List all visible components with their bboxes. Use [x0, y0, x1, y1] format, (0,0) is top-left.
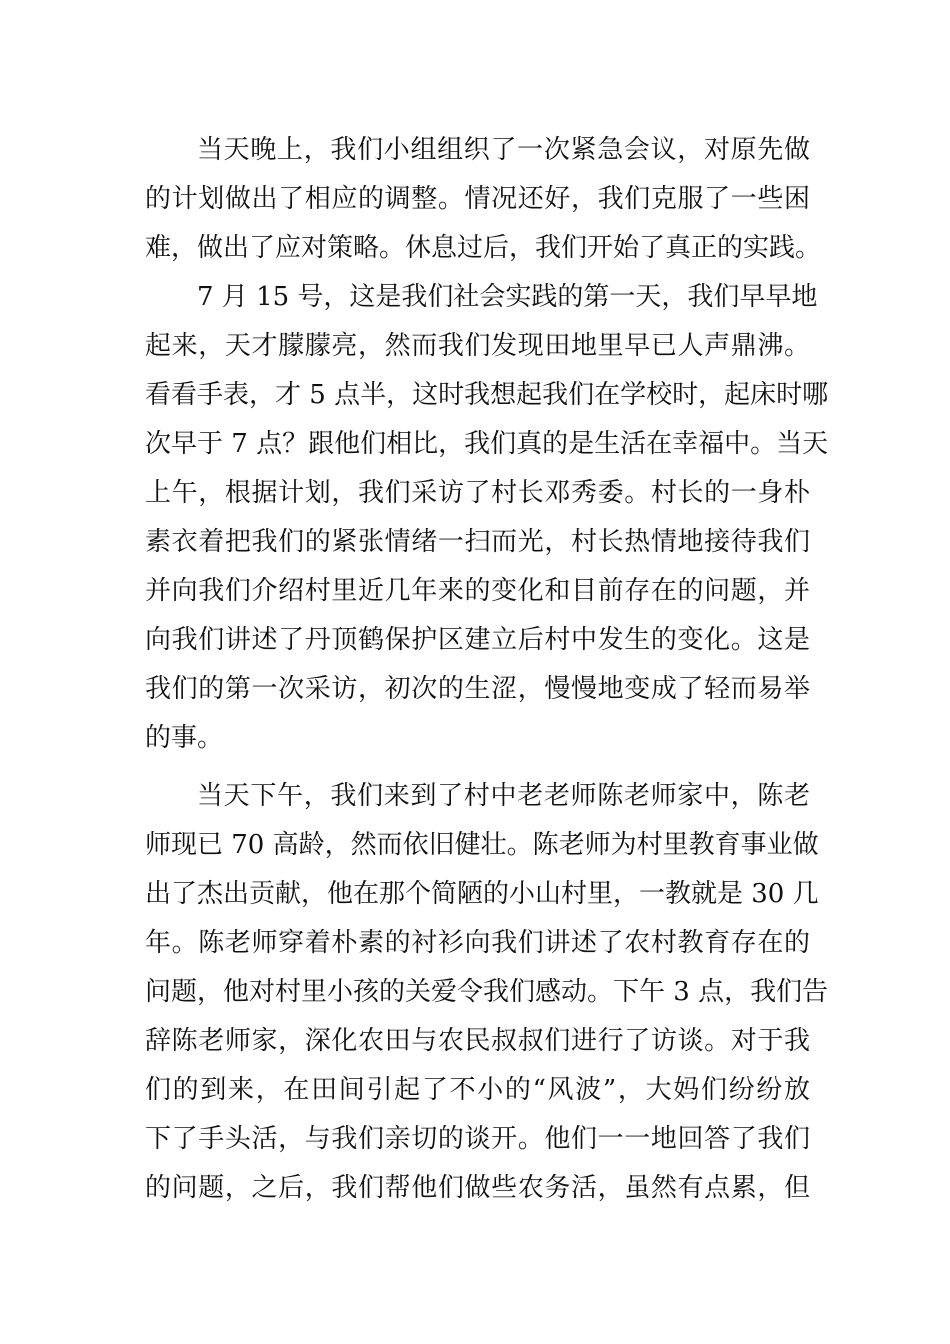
paragraph-3-line-8: 下了手头活，与我们亲切的谈开。他们一一地回答了我们 — [145, 1124, 810, 1154]
paragraph-1-line-2: 的计划做出了相应的调整。情况还好，我们克服了一些困 — [145, 184, 810, 214]
paragraph-3-line-7: 们的到来，在田间引起了不小的“风波”，大妈们纷纷放 — [145, 1075, 810, 1105]
paragraph-2-line-6: 素衣着把我们的紧张情绪一扫而光，村长热情地接待我们 — [145, 527, 810, 557]
paragraph-2-line-7: 并向我们介绍村里近几年来的变化和目前存在的问题，并 — [145, 576, 810, 606]
paragraph-3-line-1: 当天下午，我们来到了村中老老师陈老师家中，陈老 — [197, 781, 810, 811]
paragraph-2-line-9: 我们的第一次采访，初次的生涩，慢慢地变成了轻而易举 — [145, 674, 810, 704]
paragraph-3-line-4: 年。陈老师穿着朴素的衬衫向我们讲述了农村教育存在的 — [145, 928, 810, 958]
paragraph-2-line-10: 的事。 — [145, 723, 224, 753]
paragraph-2-line-5: 上午，根据计划，我们采访了村长邓秀委。村长的一身朴 — [145, 478, 810, 508]
paragraph-2-line-4: 次早于 7 点？跟他们相比，我们真的是生活在幸福中。当天 — [145, 429, 829, 459]
paragraph-3-line-2: 师现已 70 高龄，然而依旧健壮。陈老师为村里教育事业做 — [145, 830, 819, 860]
paragraph-2-line-8: 向我们讲述了丹顶鹤保护区建立后村中发生的变化。这是 — [145, 625, 810, 655]
paragraph-3-line-5: 问题，他对村里小孩的关爱令我们感动。下午 3 点，我们告 — [145, 977, 829, 1007]
paragraph-2-line-1: 7 月 15 号，这是我们社会实践的第一天，我们早早地 — [197, 282, 818, 312]
paragraph-2-line-2: 起来，天才朦朦亮，然而我们发现田地里早已人声鼎沸。 — [145, 331, 810, 361]
paragraph-3-line-3: 出了杰出贡献，他在那个简陋的小山村里，一教就是 30 几 — [145, 879, 819, 909]
paragraph-1-line-3: 难，做出了应对策略。休息过后，我们开始了真正的实践。 — [145, 233, 822, 263]
paragraph-3-line-9: 的问题，之后，我们帮他们做些农务活，虽然有点累，但 — [145, 1173, 810, 1203]
paragraph-2-line-3: 看看手表，才 5 点半，这时我想起我们在学校时，起床时哪 — [145, 380, 829, 410]
paragraph-1-line-1: 当天晚上，我们小组组织了一次紧急会议，对原先做 — [197, 135, 810, 165]
paragraph-3-line-6: 辞陈老师家，深化农田与农民叔叔们进行了访谈。对于我 — [145, 1026, 810, 1056]
